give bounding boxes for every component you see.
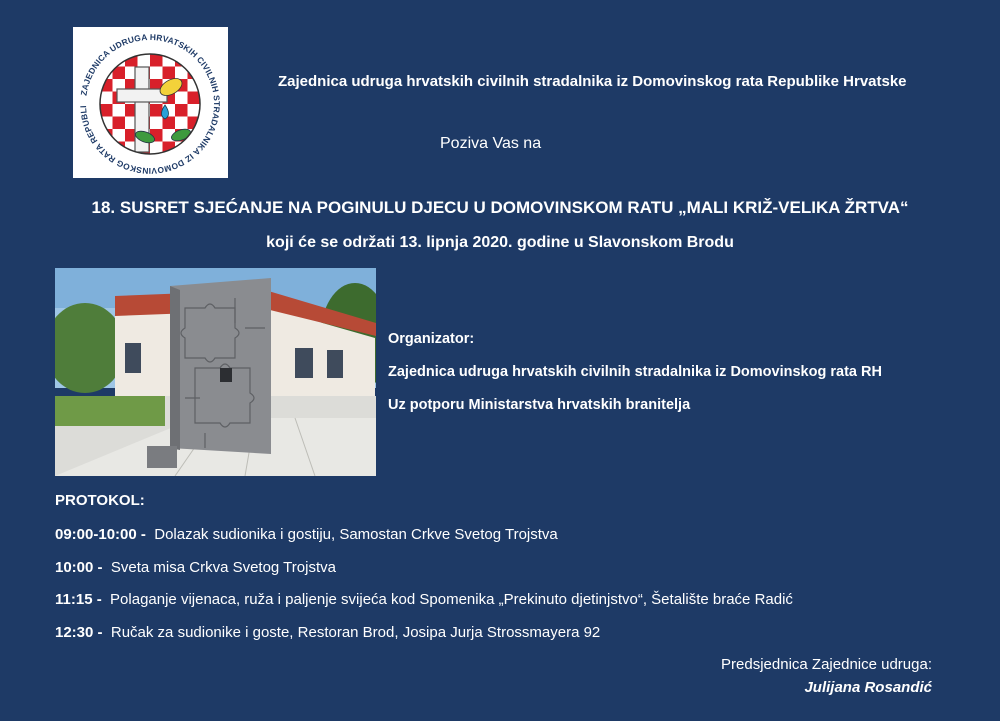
- organizer-name: Zajednica udruga hrvatskih civilnih stradalnika iz Domovinskog rata RH: [388, 364, 882, 380]
- signature-role: Predsjednica Zajednice udruga:: [721, 656, 932, 673]
- protocol-time: 11:15 -: [55, 591, 102, 608]
- monument-photo: [55, 268, 376, 476]
- organization-title: Zajednica udruga hrvatskih civilnih stradalnika iz Domovinskog rata Republike Hrvatske: [278, 73, 907, 90]
- organizer-label: Organizator:: [388, 331, 475, 347]
- protocol-item: [55, 559, 336, 576]
- event-title: 18. SUSRET SJEĆANJE NA POGINULU DJECU U DOMOVINSKOM RATU „MALI KRIŽ-VELIKA ŽRTVA“: [91, 198, 909, 217]
- protocol-text: Dolazak sudionika i gostiju, Samostan Crkve Svetog Trojstva: [154, 526, 558, 543]
- logo: [73, 27, 228, 178]
- invite-text: Poziva Vas na: [440, 135, 542, 152]
- event-subtitle: koji će se održati 13. lipnja 2020. godine u Slavonskom Brodu: [266, 234, 734, 251]
- protocol-text: Ručak za sudionike i goste, Restoran Brod, Josipa Jurja Strossmayera 92: [110, 624, 601, 641]
- protocol-item: [55, 624, 600, 641]
- protocol-text: Sveta misa Crkva Svetog Trojstva: [110, 559, 336, 576]
- logo-emblem-icon: [73, 27, 228, 178]
- organizer-support: Uz potporu Ministarstva hrvatskih branitelja: [388, 397, 691, 413]
- protocol-text: Polaganje vijenaca, ruža i paljenje svijeća kod Spomenika „Prekinuto djetinjstvo“, Šetalište braće Radić: [110, 591, 793, 608]
- protocol-heading: PROTOKOL:: [55, 492, 145, 509]
- logo-ring-text: ZAJEDNICA UDRUGA HRVATSKIH CIVILNIH STRADALNIKA IZ DOMOVINSKOG RATA REPUBLI: [78, 31, 223, 177]
- protocol-item: [55, 526, 558, 543]
- signature-name: Julijana Rosandić: [804, 679, 932, 696]
- protocol-time: 10:00 -: [55, 559, 103, 576]
- protocol-time: 12:30 -: [55, 624, 103, 641]
- protocol-time: 09:00-10:00 -: [55, 526, 146, 543]
- protocol-item: [55, 591, 793, 608]
